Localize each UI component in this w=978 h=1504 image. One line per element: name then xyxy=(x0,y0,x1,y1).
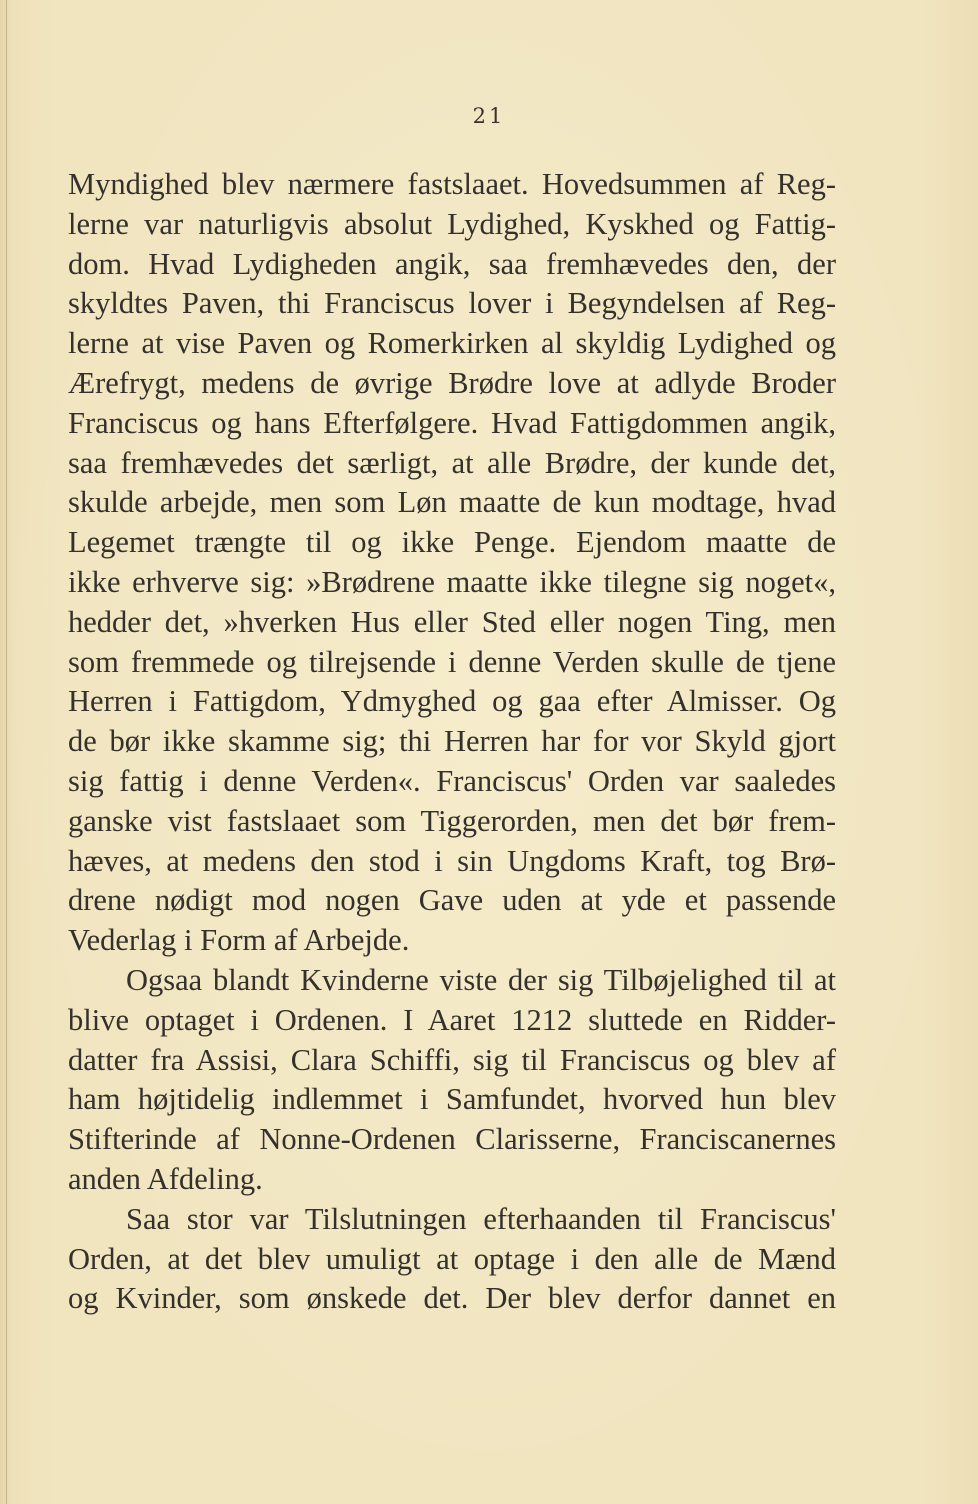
text-line: ganske vist fastslaaet som Tiggerorden, men det bør frem- xyxy=(68,803,836,838)
text-line: dom. Hvad Lydigheden angik, saa fremhævedes den, der xyxy=(68,246,836,281)
text-line: Stifterinde af Nonne-Ordenen Clarisserne, Franciscanernes xyxy=(68,1122,836,1157)
text-line: Legemet trængte til og ikke Penge. Ejendom maatte de xyxy=(68,525,836,560)
text-line: skyldtes Paven, thi Franciscus lover i Begyndelsen af Reg- xyxy=(68,286,836,321)
text-line: Vederlag i Form af Arbejde. xyxy=(68,923,410,958)
body-text xyxy=(68,165,836,1319)
text-line: blive optaget i Ordenen. I Aaret 1212 sluttede en Ridder- xyxy=(68,1002,836,1037)
text-line: hedder det, »hverken Hus eller Sted eller nogen Ting, men xyxy=(68,604,836,639)
text-line: datter fra Assisi, Clara Schiffi, sig til Franciscus og blev af xyxy=(68,1042,836,1077)
text-line: sig fattig i denne Verden«. Franciscus' Orden var saaledes xyxy=(68,763,836,798)
text-line: Ærefrygt, medens de øvrige Brødre love at adlyde Broder xyxy=(68,365,836,400)
text-line: ikke erhverve sig: »Brødrene maatte ikke tilegne sig noget«, xyxy=(68,564,836,599)
page-number: 21 xyxy=(472,104,506,128)
text-line: Myndighed blev nærmere fastslaaet. Hovedsummen af Reg- xyxy=(68,167,836,201)
text-line: hæves, at medens den stod i sin Ungdoms Kraft, tog Brø- xyxy=(68,843,836,878)
text-line: de bør ikke skamme sig; thi Herren har for vor Skyld gjort xyxy=(68,724,836,759)
text-line: Orden, at det blev umuligt at optage i den alle de Mænd xyxy=(68,1241,836,1276)
text-line: Franciscus og hans Efterfølgere. Hvad Fattigdommen angik, xyxy=(68,405,836,440)
text-line: Ogsaa blandt Kvinderne viste der sig Tilbøjelighed til at xyxy=(126,962,836,997)
text-line: ham højtidelig indlemmet i Samfundet, hvorved hun blev xyxy=(68,1082,836,1117)
text-line: og Kvinder, som ønskede det. Der blev derfor dannet en xyxy=(68,1281,836,1316)
text-line: som fremmede og tilrejsende i denne Verden skulle de tjene xyxy=(68,644,836,679)
text-line: anden Afdeling. xyxy=(68,1161,263,1196)
text-line: Saa stor var Tilslutningen efterhaanden til Franciscus' xyxy=(126,1201,836,1236)
page-edge-line xyxy=(6,0,7,1504)
text-line: saa fremhævedes det særligt, at alle Brødre, der kunde det, xyxy=(68,445,836,480)
text-line: skulde arbejde, men som Løn maatte de kun modtage, hvad xyxy=(68,485,836,520)
text-line: lerne at vise Paven og Romerkirken al skyldig Lydighed og xyxy=(68,326,836,361)
text-line: Herren i Fattigdom, Ydmyghed og gaa efter Almisser. Og xyxy=(68,684,836,719)
text-line: lerne var naturligvis absolut Lydighed, Kyskhed og Fattig- xyxy=(68,206,836,241)
text-line: drene nødigt mod nogen Gave uden at yde et passende xyxy=(68,883,836,918)
